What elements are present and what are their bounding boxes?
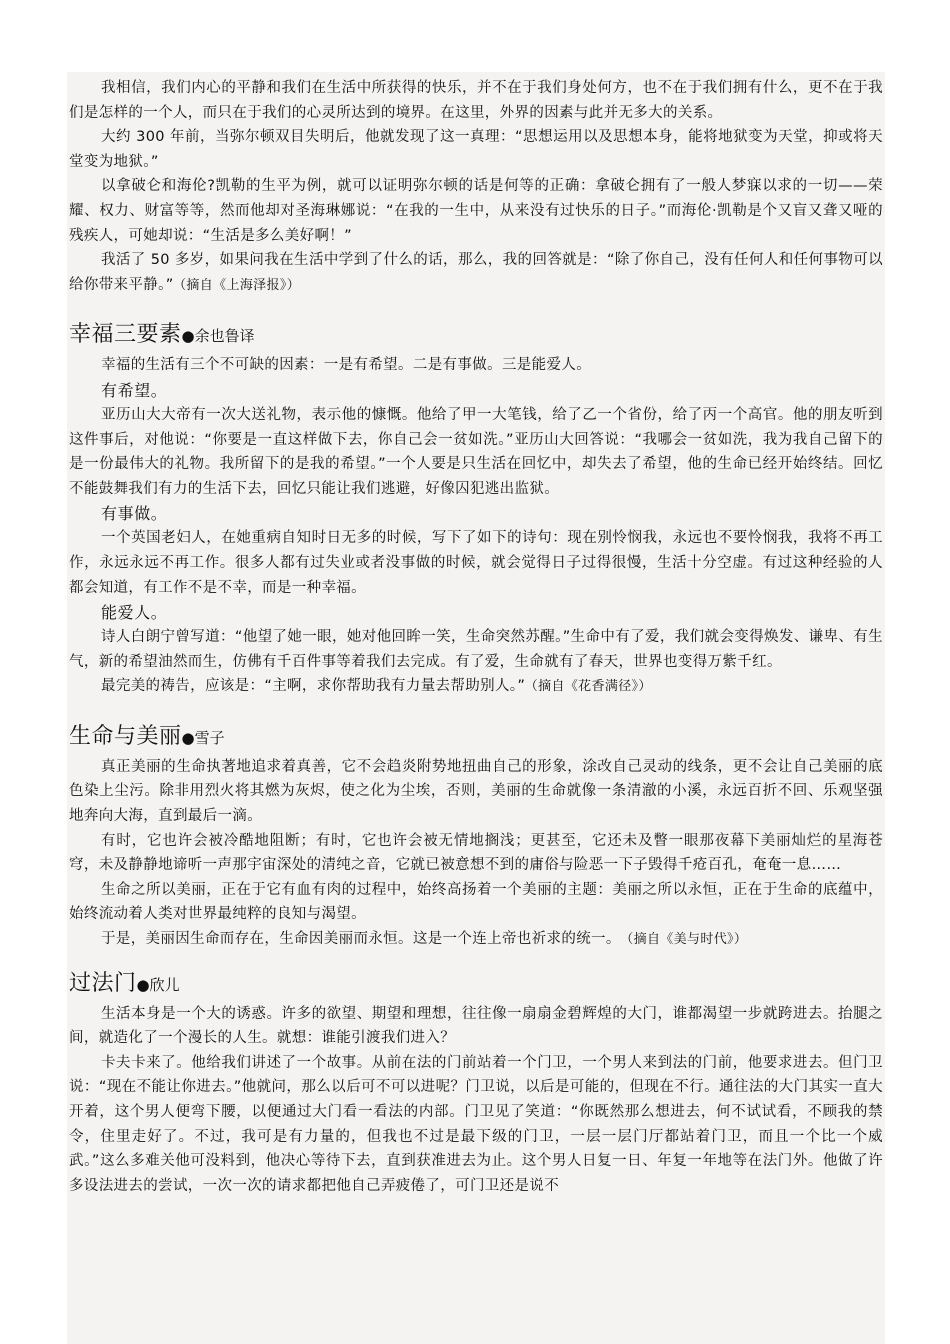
section-title-law-gate bbox=[69, 967, 883, 1002]
document-page bbox=[67, 72, 885, 1344]
section2-paragraph-2: 有时，它也许会被冷酷地阻断；有时，它也许会被无情地搁浅；更甚至，它还未及瞥一眼那夜幕下美丽灿烂的星海苍穹，未及静静地谛听一声那宇宙深处的清纯之音，它就已被意想不到的庸俗与险恶一下子毁得千疮百孔，奄奄一息…… bbox=[69, 832, 883, 874]
spacer bbox=[69, 953, 883, 967]
section-author: ●欣儿 bbox=[136, 975, 180, 994]
section-title-life-beauty bbox=[69, 720, 883, 755]
intro-paragraph-4 bbox=[69, 248, 883, 298]
spacer bbox=[69, 700, 883, 720]
section-title-text: 生命与美丽 bbox=[69, 723, 182, 749]
document-body bbox=[67, 72, 885, 1198]
section1-paragraph-4-text: 最完美的祷告，应该是：“主啊，求你帮助我有力量去帮助别人。” bbox=[101, 678, 526, 695]
section1-source: （摘自《花香满径》） bbox=[531, 679, 652, 695]
intro-source: （摘自《上海泽报》） bbox=[179, 277, 301, 293]
intro-paragraph-2: 大约 300 年前，当弥尔顿双目失明后，他就发现了这一真理：“思想运用以及思想本身，能将地狱变为天堂，抑或将天堂变为地狱。” bbox=[69, 129, 883, 170]
section1-subhead-love: 能爱人。 bbox=[101, 603, 168, 623]
section-title-happiness bbox=[69, 318, 883, 353]
section1-paragraph-1: 亚历山大大帝有一次大送礼物，表示他的慷慨。他给了甲一大笔钱，给了乙一个省份，给了丙一个高官。他的朋友听到这件事后，对他说：“你要是一直这样做下去，你自己会一贫如洗。”亚历山大回答说：“我哪会一贫如洗，我为我自己留下的是一份最伟大的礼物。我所留下的是我的希望。”一个人要是只生活在回忆中，却失去了希望，他的生命已经开始终结。回忆不能鼓舞我们有力的生活下去，回忆只能让我们逃避，好像囚犯逃出监狱。 bbox=[69, 406, 883, 497]
section1-intro: 幸福的生活有三个不可缺的因素：一是有希望。二是有事做。三是能爱人。 bbox=[101, 357, 592, 374]
section1-subhead-hope: 有希望。 bbox=[101, 380, 168, 400]
section-title-text: 幸福三要素 bbox=[69, 322, 182, 348]
section2-paragraph-4-text: 于是，美丽因生命而存在，生命因美丽而永恒。这是一个连上帝也祈求的统一。 bbox=[101, 931, 621, 948]
section-author: ●余也鲁译 bbox=[181, 327, 255, 346]
section-title-text: 过法门 bbox=[69, 970, 137, 996]
section1-paragraph-2: 一个英国老妇人，在她重病自知时日无多的时候，写下了如下的诗句：现在别怜悯我，永远也不要怜悯我，我将不再工作，永远永远不再工作。很多人都有过失业或者没事做的时候，就会觉得日子过得很慢，生活十分空虚。有过这种经验的人都会知道，有工作不是不幸，而是一种幸福。 bbox=[69, 530, 883, 596]
intro-paragraph-3: 以拿破仑和海伦?凯勒的生平为例，就可以证明弥尔顿的话是何等的正确：拿破仑拥有了一般人梦寐以求的一切——荣耀、权力、财富等等，然而他却对圣海琳娜说：“在我的一生中，从来没有过快乐的日子。”而海伦·凯勒是个又盲又聋又哑的残疾人，可她却说：“生活是多么美好啊！” bbox=[69, 178, 883, 244]
section1-paragraph-3: 诗人白朗宁曾写道：“他望了她一眼，她对他回眸一笑，生命突然苏醒。”生命中有了爱，我们就会变得焕发、谦卑、有生气，新的希望油然而生，仿佛有千百件事等着我们去完成。有了爱，生命就有了春天，世界也变得万紫千红。 bbox=[69, 629, 883, 670]
section2-paragraph-4 bbox=[69, 927, 883, 953]
section1-subhead-work: 有事做。 bbox=[101, 504, 168, 524]
section2-paragraph-1: 真正美丽的生命执著地追求着真善，它不会趋炎附势地扭曲自己的形象，涂改自己灵动的线条，更不会让自己美丽的底色染上尘污。除非用烈火将其燃为灰烬，使之化为尘埃，否则，美丽的生命就像一条清澈的小溪，永远百折不回、乐观坚强地奔向大海，直到最后一滴。 bbox=[69, 758, 883, 825]
spacer bbox=[69, 298, 883, 318]
section2-paragraph-3: 生命之所以美丽，正在于它有血有肉的过程中，始终高扬着一个美丽的主题：美丽之所以永恒，正在于生命的底蕴中，始终流动着人类对世界最纯粹的良知与渴望。 bbox=[69, 881, 883, 923]
section3-paragraph-1: 生活本身是一个大的诱惑。许多的欲望、期望和理想，往往像一扇扇金碧辉煌的大门，谁都渴望一步就跨进去。抬腿之间，就造化了一个漫长的人生。就想：谁能引渡我们进入？ bbox=[69, 1005, 883, 1047]
intro-paragraph-4-text: 我活了 50 多岁，如果问我在生活中学到了什么的话，那么，我的回答就是：“除了你自己，没有任何人和任何事物可以给你带来平静。” bbox=[69, 252, 883, 293]
intro-paragraph-1: 我相信，我们内心的平静和我们在生活中所获得的快乐，并不在于我们身处何方，也不在于我们拥有什么，更不在于我们是怎样的一个人，而只在于我们的心灵所达到的境界。在这里，外界的因素与此并无多大的关系。 bbox=[69, 80, 883, 121]
section2-source: （摘自《美与时代》） bbox=[626, 932, 748, 948]
section-author: ●雪子 bbox=[181, 728, 225, 747]
section3-paragraph-2: 卡夫卡来了。他给我们讲述了一个故事。从前在法的门前站着一个门卫，一个男人来到法的门前，他要求进去。但门卫说：“现在不能让你进去。”他就问，那么以后可不可以进呢？门卫说，以后是可能的，但现在不行。通往法的大门其实一直大开着，这个男人便弯下腰，以便通过大门看一看法的内部。门卫见了笑道：“你既然那么想进去，何不试试看，不顾我的禁令，住里走好了。不过，我可是有力量的，但我也不过是最下级的门卫，一层一层门厅都站着门卫，而且一个比一个威武。”这么多难关他可没料到，他决心等待下去，直到获准进去为止。这个男人日复一日、年复一年地等在法门外。他做了许多设法进去的尝试，一次一次的请求都把他自己弄疲倦了，可门卫还是说不 bbox=[69, 1054, 883, 1194]
section1-paragraph-4 bbox=[69, 674, 883, 700]
